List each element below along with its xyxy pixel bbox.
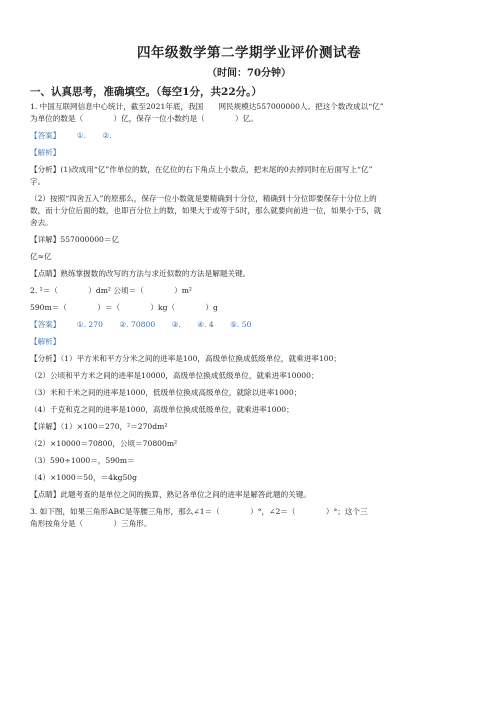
- page-title: 四年级数学第二学期学业评价测试卷: [137, 45, 361, 61]
- q2-analysis-2: （2）公顷和平方米之间的进率是10000，高级单位换成低级单位，就乘进率10000；: [30, 371, 319, 380]
- q2-detail-3: （3）590÷1000＝，590m＝: [30, 456, 135, 465]
- q1-analysis-2a: （2）按照“四舍五入”的原那么，保存一位小数就是要精确到十分位，精确到十分位即要保存十分位上的: [30, 194, 377, 203]
- q2-analysis-label: 【解析】: [30, 337, 61, 346]
- q1-comment: 【点睛】熟练掌握数的改写的方法与求近似数的方法是解题关键。: [30, 269, 251, 278]
- q1-analysis-2b: 数，而十分位后面的数，也即百分位上的数，如果大于或等于5时，那么就要向前进一位，如果小于5，就: [30, 206, 382, 215]
- answer-label: 【答案】: [30, 131, 61, 140]
- q3-stem-line2: 角形按角分是（ ）三角形。: [30, 519, 152, 528]
- q2-detail-4: （4）×1000＝50，＝4kg50g: [30, 473, 137, 482]
- answer-item: ⑤. 50: [230, 320, 252, 329]
- q2-stem-line1: 2. ²＝（ ）dm² 公顷＝（ ）m²: [30, 286, 192, 295]
- answer-item: ③.: [171, 320, 181, 329]
- section-heading: 一、认真思考，准确填空。（每空1分，共22分。）: [30, 86, 262, 98]
- q2-analysis-1: 【分析】（1）平方米和平方分米之间的进率是100，高级单位换成低级单位，就乘进率100；: [30, 354, 341, 363]
- q2-answer: [30, 319, 468, 330]
- answer-item: ②.: [102, 131, 112, 140]
- answer-label: 【答案】: [30, 320, 61, 329]
- answer-item: ①. 270: [76, 320, 103, 329]
- q1-detail-a: 【详解】557000000＝亿: [30, 235, 120, 244]
- q1-analysis-label: 【解析】: [30, 148, 61, 157]
- q1-answer: [30, 130, 468, 141]
- q3-stem-line1: 3. 如下图，如果三角形ABC是等腰三角形，那么∠1＝（ ）°，∠2＝（ ）°；这个三: [30, 507, 368, 516]
- q1-analysis-1b: 字。: [30, 177, 46, 186]
- q2-stem-line2: 590m＝（ ）＝（ ）kg（ ）g: [30, 303, 218, 312]
- q2-comment: 【点睛】此题考查的是单位之间的换算，熟记各单位之间的进率是解答此题的关键。: [30, 490, 311, 499]
- q2-analysis-3: （3）米和千米之间的进率是1000，低级单位换成高级单位，就除以进率1000；: [30, 388, 302, 397]
- q1-stem-line2: 为单位的数是（ ）亿，保存一位小数约是（ ）亿。: [30, 114, 258, 123]
- answer-item: ①.: [76, 131, 87, 140]
- q1-analysis-1a: 【分析】(1)改成用“亿”作单位的数，在亿位的右下角点上小数点，把末尾的0去掉同时在后面写上“亿”: [30, 165, 373, 174]
- q2-detail-2: （2）×10000＝70800，公顷＝70800m²: [30, 439, 178, 448]
- answer-item: ④. 4: [197, 320, 214, 329]
- q1-analysis-2c: 舍去。: [30, 218, 53, 227]
- q1-detail-b: 亿≈亿: [30, 252, 52, 261]
- answer-item: ②. 70800: [119, 320, 156, 329]
- q1-stem-line1: 1. 中国互联网信息中心统计，截至2021年底，我国 网民规模达557000000人。把这个数改成以“亿”: [30, 102, 384, 111]
- q2-analysis-4: （4）千克和克之间的进率是1000，高级单位换成低级单位，就乘进率1000；: [30, 405, 294, 414]
- q2-detail-1: 【详解】（1）×100＝270，²＝270dm²: [30, 422, 168, 431]
- page-subtitle: （时间：70分钟）: [207, 68, 291, 79]
